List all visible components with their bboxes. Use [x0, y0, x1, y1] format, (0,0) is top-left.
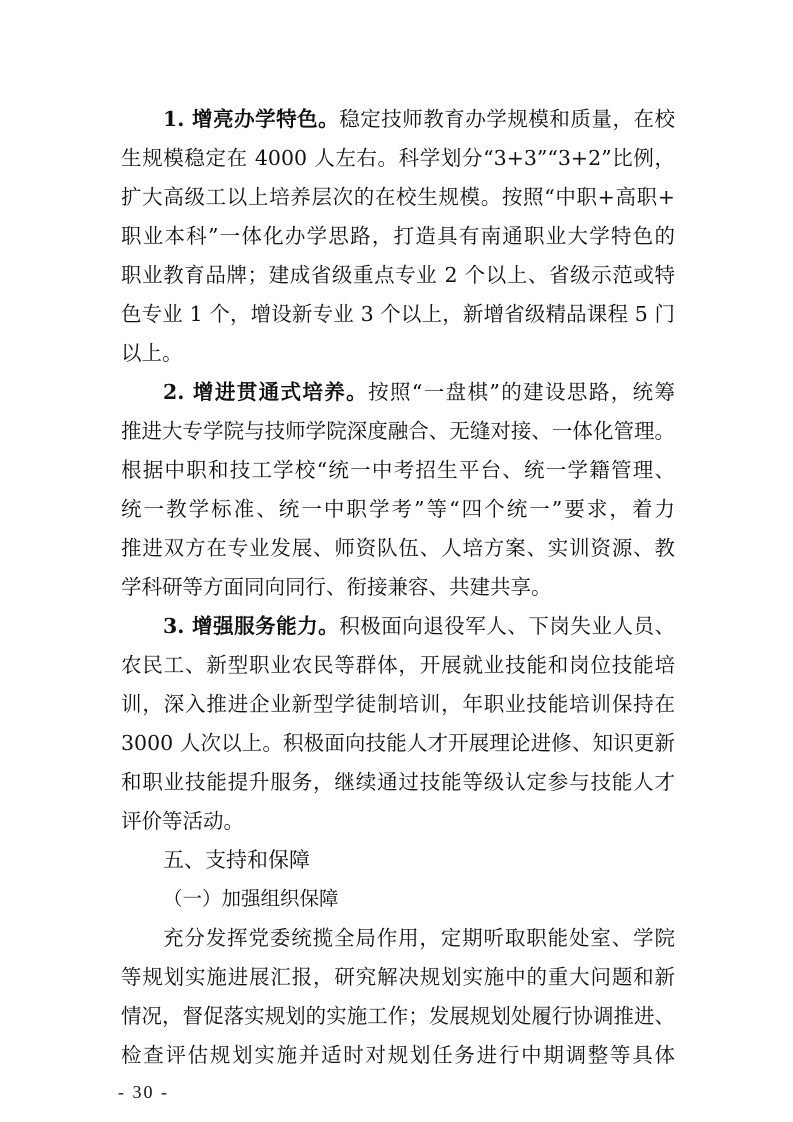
paragraph-1-line-1	[163, 103, 675, 135]
paragraph-2-line-2: 推进大专学院与技师学院深度融合、无缝对接、一体化管理。	[121, 419, 675, 443]
paragraph-4-line-2: 等规划实施进展汇报，研究解决规划实施中的重大问题和新	[121, 965, 675, 989]
paragraph-3-line-5: 和职业技能提升服务，继续通过技能等级认定参与技能人才	[121, 770, 675, 794]
paragraph-4-line-4: 检查评估规划实施并适时对规划任务进行中期调整等具体	[121, 1043, 675, 1067]
paragraph-3-line-4: 3000 人次以上。积极面向技能人才开展理论进修、知识更新	[121, 731, 675, 755]
paragraph-1-line-4: 职业本科”一体化办学思路，打造具有南通职业大学特色的	[121, 224, 675, 248]
paragraph-1-line-2: 生规模稳定在 4000 人左右。科学划分“3+3”“3+2”比例，	[121, 146, 675, 170]
paragraph-4-line-3: 情况，督促落实规划的实施工作；发展规划处履行协调推进、	[121, 1004, 675, 1028]
paragraph-1-line-3: 扩大高级工以上培养层次的在校生规模。按照“中职+高职+	[121, 185, 675, 209]
paragraph-3-line-3: 训，深入推进企业新型学徒制培训，年职业技能培训保持在	[121, 692, 675, 716]
paragraph-2-line-5: 推进双方在专业发展、师资队伍、人培方案、实训资源、教	[121, 536, 675, 560]
paragraph-2-line-6: 学科研等方面同向同行、衔接兼容、共建共享。	[121, 575, 552, 599]
paragraph-3-text: 积极面向退役军人、下岗失业人员、	[339, 614, 675, 638]
paragraph-1-line-6: 色专业 1 个，增设新专业 3 个以上，新增省级精品课程 5 门	[121, 302, 675, 326]
paragraph-1-lead: 1. 增亮办学特色。	[163, 107, 340, 131]
section-heading: 五、支持和保障	[163, 848, 310, 872]
paragraph-3-line-2: 农民工、新型职业农民等群体，开展就业技能和岗位技能培	[121, 653, 675, 677]
paragraph-2-lead: 2. 增进贯通式培养。	[163, 380, 369, 404]
paragraph-3-line-1	[163, 610, 675, 642]
paragraph-1-text: 稳定技师教育办学规模和质量，在校	[339, 107, 675, 131]
paragraph-4-line-1: 充分发挥党委统揽全局作用，定期听取职能处室、学院	[163, 926, 675, 950]
paragraph-1-line-5: 职业教育品牌；建成省级重点专业 2 个以上、省级示范或特	[121, 263, 675, 287]
paragraph-3-lead: 3. 增强服务能力。	[163, 614, 340, 638]
paragraph-2-line-3: 根据中职和技工学校“统一中考招生平台、统一学籍管理、	[121, 458, 675, 482]
page-number: - 30 -	[118, 1082, 169, 1102]
subsection-heading: （一）加强组织保障	[163, 887, 339, 910]
paragraph-2-text: 按照“一盘棋”的建设思路，统筹	[368, 380, 675, 404]
paragraph-2-line-1	[163, 376, 675, 408]
paragraph-1-line-7: 以上。	[121, 341, 183, 365]
paragraph-2-line-4: 统一教学标准、统一中职学考”等“四个统一”要求，着力	[121, 497, 675, 521]
paragraph-3-line-6: 评价等活动。	[121, 809, 244, 833]
